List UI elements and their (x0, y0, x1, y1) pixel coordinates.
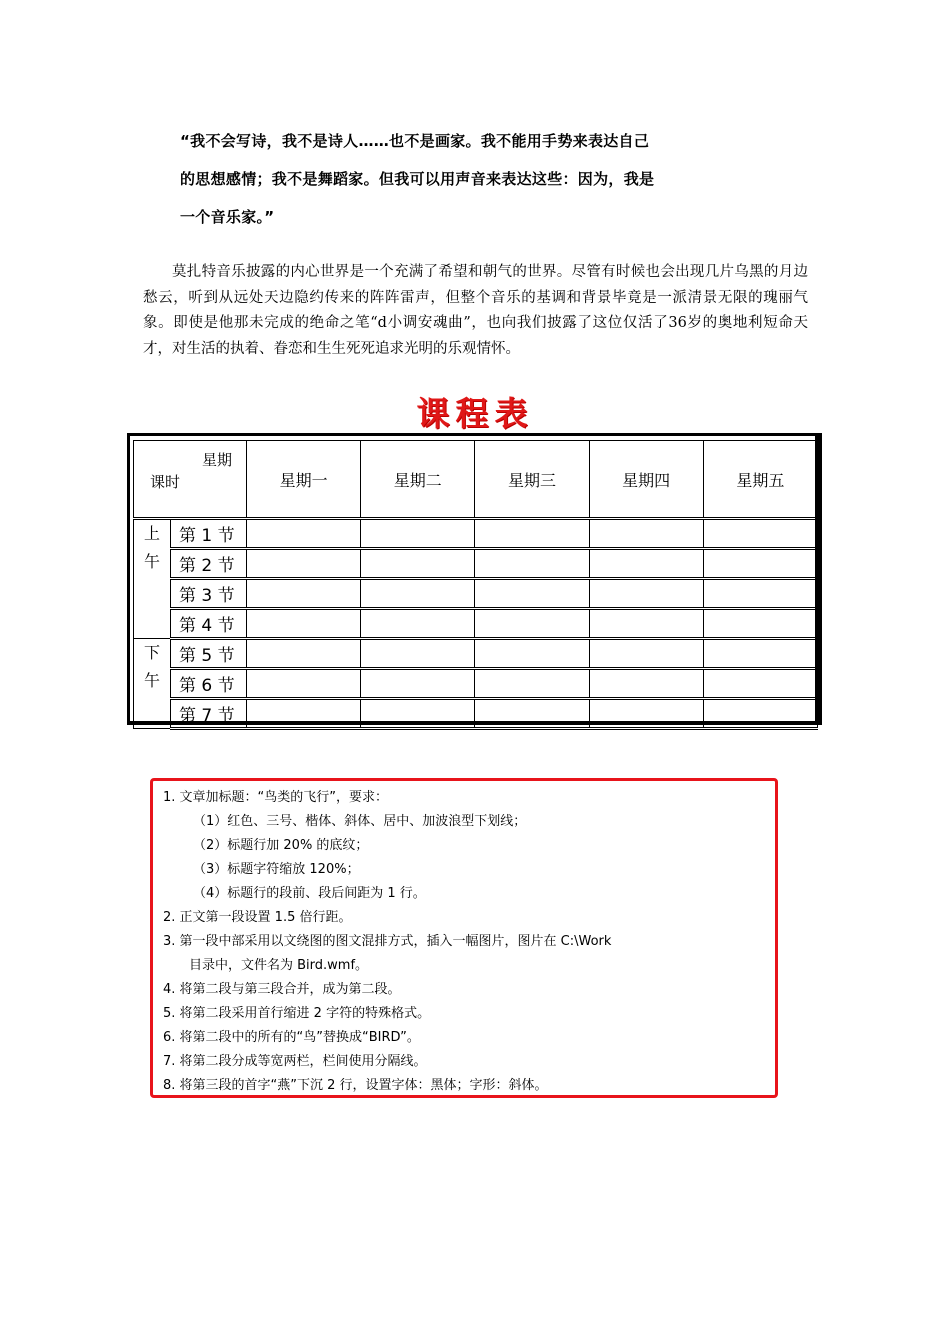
requirement-subitem: （2）标题行加 20% 的底纹； (193, 838, 369, 853)
schedule-cell (475, 579, 589, 609)
schedule-table (133, 440, 818, 730)
requirement-item: 7. 将第二段分成等宽两栏，栏间使用分隔线。 (163, 1054, 427, 1069)
afternoon-group-cell (134, 639, 171, 729)
schedule-cell (361, 699, 475, 729)
schedule-cell (361, 519, 475, 549)
header-day: 星期四 (589, 441, 703, 519)
table-row (134, 699, 818, 729)
header-day: 星期一 (247, 441, 361, 519)
corner-label-period: 课时 (150, 473, 181, 491)
schedule-cell (703, 609, 817, 639)
requirement-item: 4. 将第二段与第三段合并，成为第二段。 (163, 982, 401, 997)
schedule-cell (703, 639, 817, 669)
schedule-title: 课程表 (416, 394, 534, 433)
schedule-cell (703, 699, 817, 729)
schedule-cell (589, 699, 703, 729)
period-cell: 第 4 节 (171, 609, 247, 639)
schedule-cell (247, 579, 361, 609)
group-char: 午 (143, 671, 160, 690)
group-char: 下 (143, 643, 160, 662)
schedule-cell (247, 549, 361, 579)
schedule-cell (361, 549, 475, 579)
schedule-cell (361, 669, 475, 699)
period-cell: 第 1 节 (171, 519, 247, 549)
schedule-cell (247, 519, 361, 549)
quote-line: 一个音乐家。” (180, 208, 275, 226)
header-corner-cell (134, 441, 247, 519)
period-cell: 第 3 节 (171, 579, 247, 609)
table-row (134, 669, 818, 699)
schedule-cell (247, 639, 361, 669)
header-day: 星期三 (475, 441, 589, 519)
schedule-cell (589, 579, 703, 609)
quote-block (180, 122, 790, 236)
schedule-cell (475, 549, 589, 579)
requirement-subitem: （4）标题行的段前、段后间距为 1 行。 (193, 886, 426, 901)
schedule-cell (361, 639, 475, 669)
schedule-cell (703, 669, 817, 699)
period-cell: 第 6 节 (171, 669, 247, 699)
schedule-cell (703, 579, 817, 609)
requirement-item: 3. 第一段中部采用以文绕图的图文混排方式，插入一幅图片，图片在 C:\Work (163, 934, 612, 949)
table-row (134, 609, 818, 639)
corner-label-weekday: 星期 (201, 451, 232, 469)
table-header-row (134, 441, 818, 519)
period-cell: 第 7 节 (171, 699, 247, 729)
schedule-cell (247, 609, 361, 639)
body-paragraph: 莫扎特音乐披露的内心世界是一个充满了希望和朝气的世界。尽管有时候也会出现几片乌黑的月边愁云，听到从远处天边隐约传来的阵阵雷声，但整个音乐的基调和背景毕竟是一派清景无限的瑰丽气象。即使是他那未完成的绝命之笔“d小调安魂曲”，也向我们披露了这位仅活了36岁的奥地利短命天才，对生活的执着、眷恋和生生死死追求光明的乐观情怀。 (143, 264, 808, 357)
schedule-cell (475, 519, 589, 549)
header-day: 星期二 (361, 441, 475, 519)
schedule-cell (247, 699, 361, 729)
schedule-cell (589, 519, 703, 549)
schedule-cell (361, 579, 475, 609)
schedule-cell (589, 609, 703, 639)
requirement-continuation: 目录中，文件名为 Bird.wmf。 (189, 958, 369, 973)
table-row (134, 579, 818, 609)
schedule-cell (475, 639, 589, 669)
requirement-subitem: （3）标题字符缩放 120%； (193, 862, 360, 877)
schedule-cell (361, 609, 475, 639)
header-day: 星期五 (703, 441, 817, 519)
schedule-cell (475, 609, 589, 639)
requirement-item: 5. 将第二段采用首行缩进 2 字符的特殊格式。 (163, 1006, 431, 1021)
schedule-cell (475, 669, 589, 699)
requirement-subitem: （1）红色、三号、楷体、斜体、居中、加波浪型下划线； (193, 814, 527, 829)
schedule-cell (703, 549, 817, 579)
table-row (134, 549, 818, 579)
morning-group-cell (134, 519, 171, 639)
schedule-cell (589, 669, 703, 699)
period-cell: 第 5 节 (171, 639, 247, 669)
quote-line: 的思想感情；我不是舞蹈家。但我可以用声音来表达这些：因为，我是 (180, 170, 655, 188)
schedule-cell (475, 699, 589, 729)
period-cell: 第 2 节 (171, 549, 247, 579)
quote-line: “我不会写诗，我不是诗人……也不是画家。我不能用手势来表达自己 (180, 132, 650, 150)
group-char: 午 (143, 552, 160, 571)
table-row (134, 639, 818, 669)
schedule-cell (247, 669, 361, 699)
requirement-item: 6. 将第二段中的所有的“鸟”替换成“BIRD”。 (163, 1030, 420, 1045)
requirement-item: 2. 正文第一段设置 1.5 倍行距。 (163, 910, 352, 925)
schedule-cell (589, 639, 703, 669)
schedule-cell (589, 549, 703, 579)
table-row (134, 519, 818, 549)
requirement-item: 8. 将第三段的首字“燕”下沉 2 行，设置字体：黑体；字形：斜体。 (163, 1078, 548, 1093)
requirements-list (163, 786, 763, 1098)
group-char: 上 (143, 524, 160, 543)
schedule-cell (703, 519, 817, 549)
requirement-item: 1. 文章加标题：“鸟类的飞行”，要求： (163, 790, 389, 805)
